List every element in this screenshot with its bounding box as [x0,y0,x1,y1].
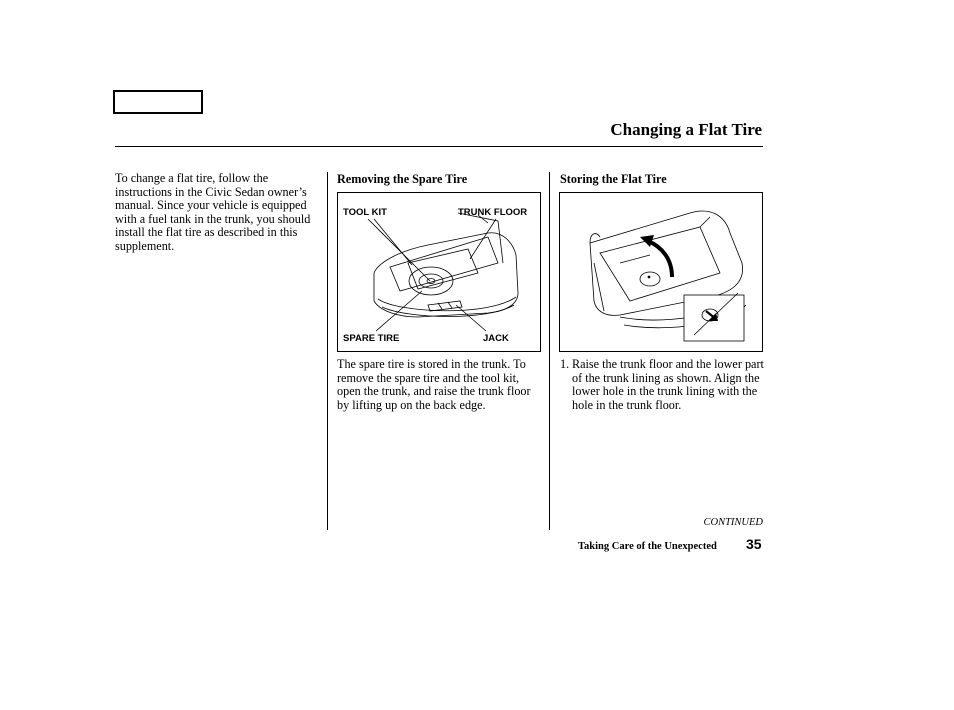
label-spare-tire: SPARE TIRE [343,333,400,344]
continued-label: CONTINUED [703,517,763,528]
step-number: 1. [560,357,570,371]
removing-heading: Removing the Spare Tire [337,172,468,186]
label-jack: JACK [483,333,509,344]
section-tab-box [113,90,203,114]
label-trunk-floor: TRUNK FLOOR [458,207,528,218]
storing-step-1 [560,358,764,412]
label-tool-kit: TOOL KIT [343,207,387,218]
header-rule [115,146,763,147]
removing-paragraph: The spare tire is stored in the trunk. To remove the spare tire and the tool kit, open the trunk, and raise the trunk floor by lifting up on the back edge. [337,357,531,412]
footer-section-title: Taking Care of the Unexpected [578,541,717,552]
trunk-lining-illustration [560,193,764,353]
page-number: 35 [746,536,762,552]
intro-paragraph: To change a flat tire, follow the instructions in the Civic Sedan owner’s manual. Since your vehicle is equipped with a fuel tank in the trunk, you should install the flat tire as described in this supplement. [115,171,311,253]
storing-figure [559,192,763,352]
step-text: Raise the trunk floor and the lower part of the trunk lining as shown. Align the lower hole in the trunk lining with the hole in the trunk floor. [572,357,764,412]
page-title: Changing a Flat Tire [610,120,762,139]
storing-heading: Storing the Flat Tire [560,172,667,186]
column-divider-right [549,172,550,530]
column-divider-left [327,172,328,530]
spare-tire-figure [337,192,541,352]
